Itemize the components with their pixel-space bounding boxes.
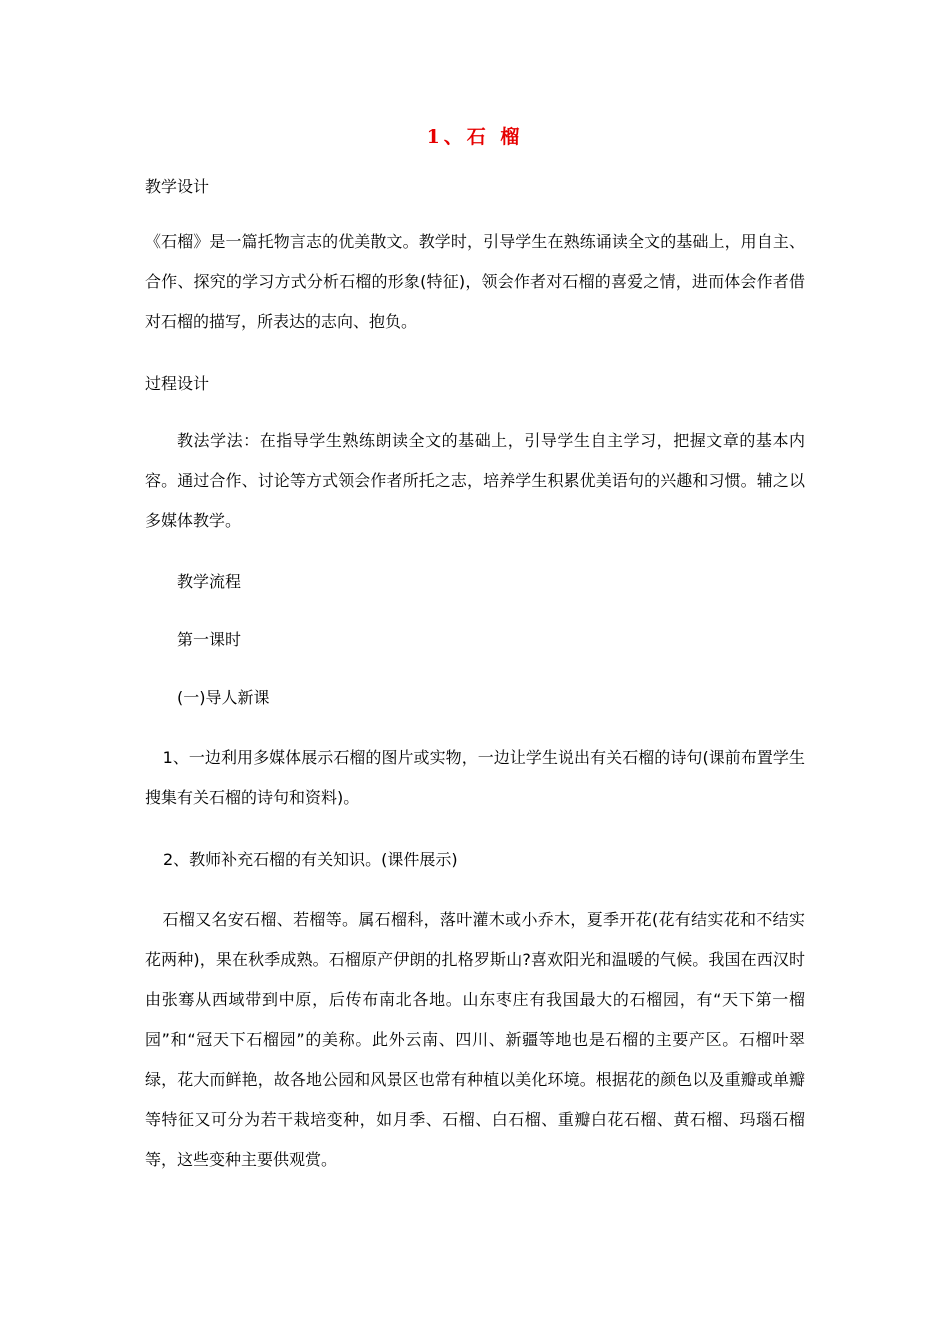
part1-heading: (一)导人新课 bbox=[177, 688, 270, 707]
design-heading: 教学设计 bbox=[145, 177, 210, 196]
process-heading: 过程设计 bbox=[145, 374, 210, 393]
step2-paragraph: 2、教师补充石榴的有关知识。(课件展示) bbox=[163, 850, 458, 869]
document-title: 1、石 榴 bbox=[426, 126, 524, 148]
method-paragraph: 教法学法：在指导学生熟练朗读全文的基础上，引导学生自主学习，把握文章的基本内容。通过合作、讨论等方式领会作者所托之志，培养学生积累优美语句的兴趣和习惯。辅之以多媒体教学。 bbox=[145, 431, 805, 530]
knowledge-paragraph: 石榴又名安石榴、若榴等。属石榴科，落叶灌木或小乔木，夏季开花(花有结实花和不结实花两种)，果在秋季成熟。石榴原产伊朗的扎格罗斯山?喜欢阳光和温暖的气候。我国在西汉时由张骞从西域带到中原，后传布南北各地。山东枣庄有我国最大的石榴园，有“天下第一榴园”和“冠天下石榴园”的美称。此外云南、四川、新疆等地也是石榴的主要产区。石榴叶翠绿，花大而鲜艳，故各地公园和风景区也常有种植以美化环境。根据花的颜色以及重瓣或单瓣等特征又可分为若干栽培变种，如月季、石榴、白石榴、重瓣白花石榴、黄石榴、玛瑙石榴等，这些变种主要供观赏。 bbox=[145, 910, 805, 1169]
flow-heading: 教学流程 bbox=[177, 572, 242, 591]
step1-paragraph: 1、一边利用多媒体展示石榴的图片或实物，一边让学生说出有关石榴的诗句(课前布置学生搜集有关石榴的诗句和资料)。 bbox=[145, 748, 805, 807]
intro-paragraph: 《石榴》是一篇托物言志的优美散文。教学时，引导学生在熟练诵读全文的基础上，用自主、合作、探究的学习方式分析石榴的形象(特征)，领会作者对石榴的喜爱之情，进而体会作者借对石榴的描写，所表达的志向、抱负。 bbox=[145, 232, 805, 331]
lesson-heading: 第一课时 bbox=[177, 630, 242, 649]
